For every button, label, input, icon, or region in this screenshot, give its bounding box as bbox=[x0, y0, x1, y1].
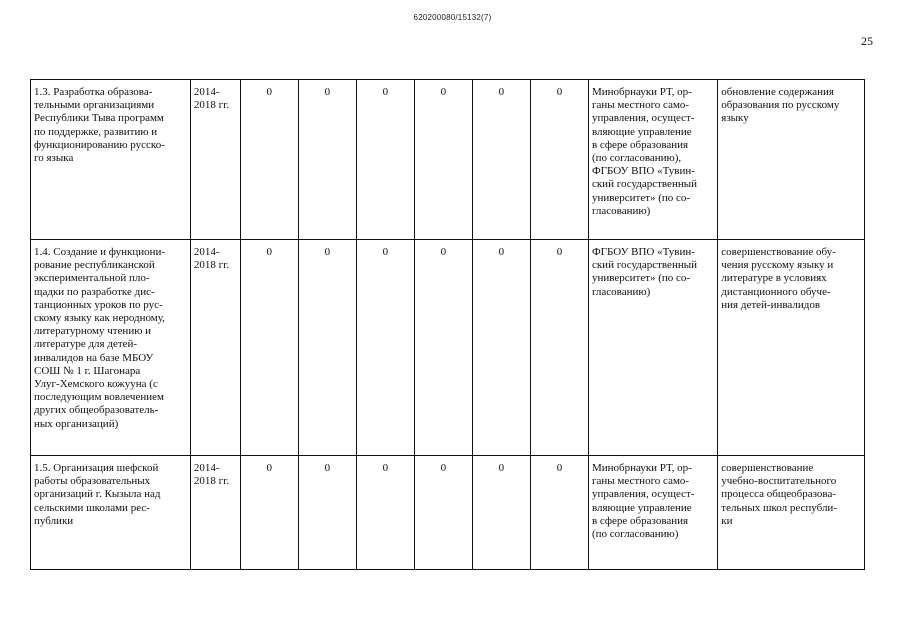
name-line: СОШ № 1 г. Шагонара bbox=[34, 364, 141, 377]
table-row bbox=[31, 80, 865, 240]
funding-value-cell: 0 bbox=[472, 80, 530, 240]
funding-value-cell: 0 bbox=[298, 80, 356, 240]
name-line: функционированию русско- bbox=[34, 138, 165, 151]
name-line: скому языку как неродному, bbox=[34, 312, 165, 325]
executor-line: ФГБОУ ВПО «Тувин- bbox=[591, 246, 695, 258]
result-line: дистанционного обуче- bbox=[721, 285, 831, 298]
name-line: ных организаций) bbox=[34, 417, 119, 430]
expected-result-cell bbox=[718, 80, 865, 240]
period-cell bbox=[190, 80, 240, 240]
funding-value-cell: 0 bbox=[530, 456, 588, 570]
executor-line: вляющие управление bbox=[591, 501, 692, 514]
result-line: ния детей-инвалидов bbox=[721, 298, 821, 311]
executor-line: ФГБОУ ВПО «Тувин- bbox=[591, 165, 695, 178]
funding-value-cell: 0 bbox=[530, 240, 588, 456]
funding-value-cell: 0 bbox=[356, 456, 414, 570]
name-line: по поддержке, развитию и bbox=[34, 125, 158, 138]
table-row bbox=[31, 240, 865, 456]
name-line: организаций г. Кызыла над bbox=[34, 488, 161, 501]
period-cell bbox=[190, 240, 240, 456]
funding-value-cell: 0 bbox=[414, 80, 472, 240]
name-line: тельными организациями bbox=[34, 99, 155, 112]
funding-value-cell: 0 bbox=[240, 80, 298, 240]
expected-result-cell bbox=[718, 456, 865, 570]
name-line: литературному чтению и bbox=[34, 325, 152, 338]
name-line: литературе для детей- bbox=[34, 338, 138, 351]
executor-line: вляющие управление bbox=[591, 125, 692, 138]
period-cell bbox=[190, 456, 240, 570]
funding-value-cell: 0 bbox=[298, 456, 356, 570]
funding-value-cell: 0 bbox=[356, 80, 414, 240]
executor-line: управления, осущест- bbox=[591, 112, 695, 125]
period-line: 2014- bbox=[193, 462, 220, 474]
table-row bbox=[31, 456, 865, 570]
period-line: 2014- bbox=[193, 86, 220, 98]
name-line: щадки по разработке дис- bbox=[34, 285, 155, 298]
executor-line: ский государственный bbox=[591, 178, 697, 191]
name-line: публики bbox=[34, 514, 74, 527]
measure-name-cell bbox=[31, 240, 191, 456]
name-line: 1.5. Организация шефской bbox=[34, 462, 159, 474]
executor-line: в сфере образования bbox=[591, 138, 689, 151]
table-body bbox=[31, 80, 865, 570]
executor-line: ский государственный bbox=[591, 259, 697, 272]
result-line: тельных школ республи- bbox=[721, 501, 837, 514]
executor-line: (по согласованию) bbox=[591, 528, 679, 541]
result-line: ки bbox=[721, 514, 733, 527]
funding-value-cell: 0 bbox=[530, 80, 588, 240]
name-line: сельскими школами рес- bbox=[34, 501, 150, 514]
expected-result-cell bbox=[718, 240, 865, 456]
executor-line: ганы местного само- bbox=[591, 99, 690, 112]
name-line: последующим вовлечением bbox=[34, 391, 164, 404]
name-line: инвалидов на базе МБОУ bbox=[34, 351, 154, 364]
executor-cell bbox=[588, 80, 717, 240]
name-line: других общеобразователь- bbox=[34, 404, 159, 417]
executor-line: университет» (по со- bbox=[591, 272, 691, 285]
name-line: Улуг-Хемского кожууна (с bbox=[34, 378, 158, 391]
executor-cell bbox=[588, 240, 717, 456]
name-line: Республики Тыва программ bbox=[34, 112, 164, 125]
executor-line: гласованию) bbox=[591, 204, 651, 217]
funding-value-cell: 0 bbox=[240, 456, 298, 570]
executor-line: в сфере образования bbox=[591, 514, 689, 527]
funding-value-cell: 0 bbox=[356, 240, 414, 456]
measure-name-cell bbox=[31, 456, 191, 570]
executor-line: ганы местного само- bbox=[591, 475, 690, 488]
executor-line: Минобрнауки РТ, ор- bbox=[591, 462, 692, 474]
name-line: работы образовательных bbox=[34, 475, 151, 488]
executor-line: (по согласованию), bbox=[591, 152, 682, 165]
executor-line: управления, осущест- bbox=[591, 488, 695, 501]
executor-line: Минобрнауки РТ, ор- bbox=[591, 86, 692, 98]
result-line: обновление содержания bbox=[721, 86, 834, 98]
result-line: процесса общеобразова- bbox=[721, 488, 837, 501]
measure-name-cell bbox=[31, 80, 191, 240]
funding-value-cell: 0 bbox=[414, 240, 472, 456]
result-line: совершенствование bbox=[721, 462, 814, 474]
name-line: рование республиканской bbox=[34, 259, 155, 272]
funding-value-cell: 0 bbox=[298, 240, 356, 456]
executor-line: университет» (по со- bbox=[591, 191, 691, 204]
plan-table bbox=[30, 79, 865, 570]
period-line: 2018 гг. bbox=[193, 99, 230, 112]
name-line: 1.4. Создание и функциони- bbox=[34, 246, 166, 258]
funding-value-cell: 0 bbox=[414, 456, 472, 570]
result-line: языку bbox=[721, 112, 749, 125]
name-line: го языка bbox=[34, 152, 74, 165]
result-line: образования по русскому bbox=[721, 99, 840, 112]
funding-value-cell: 0 bbox=[472, 240, 530, 456]
result-line: совершенствование обу- bbox=[721, 246, 836, 258]
name-line: экспериментальной пло- bbox=[34, 272, 150, 285]
executor-line: гласованию) bbox=[591, 285, 651, 298]
name-line: 1.3. Разработка образова- bbox=[34, 86, 153, 98]
name-line: танционных уроков по рус- bbox=[34, 298, 163, 311]
result-line: учебно-воспитательного bbox=[721, 475, 837, 488]
result-line: чения русскому языку и bbox=[721, 259, 834, 272]
funding-value-cell: 0 bbox=[240, 240, 298, 456]
result-line: литературе в условиях bbox=[721, 272, 827, 285]
page-number: 25 bbox=[861, 34, 873, 48]
document-id: 620200080/15132(7) bbox=[413, 13, 492, 22]
period-line: 2014- bbox=[193, 246, 220, 258]
period-line: 2018 гг. bbox=[193, 475, 230, 488]
period-line: 2018 гг. bbox=[193, 259, 230, 272]
executor-cell bbox=[588, 456, 717, 570]
funding-value-cell: 0 bbox=[472, 456, 530, 570]
